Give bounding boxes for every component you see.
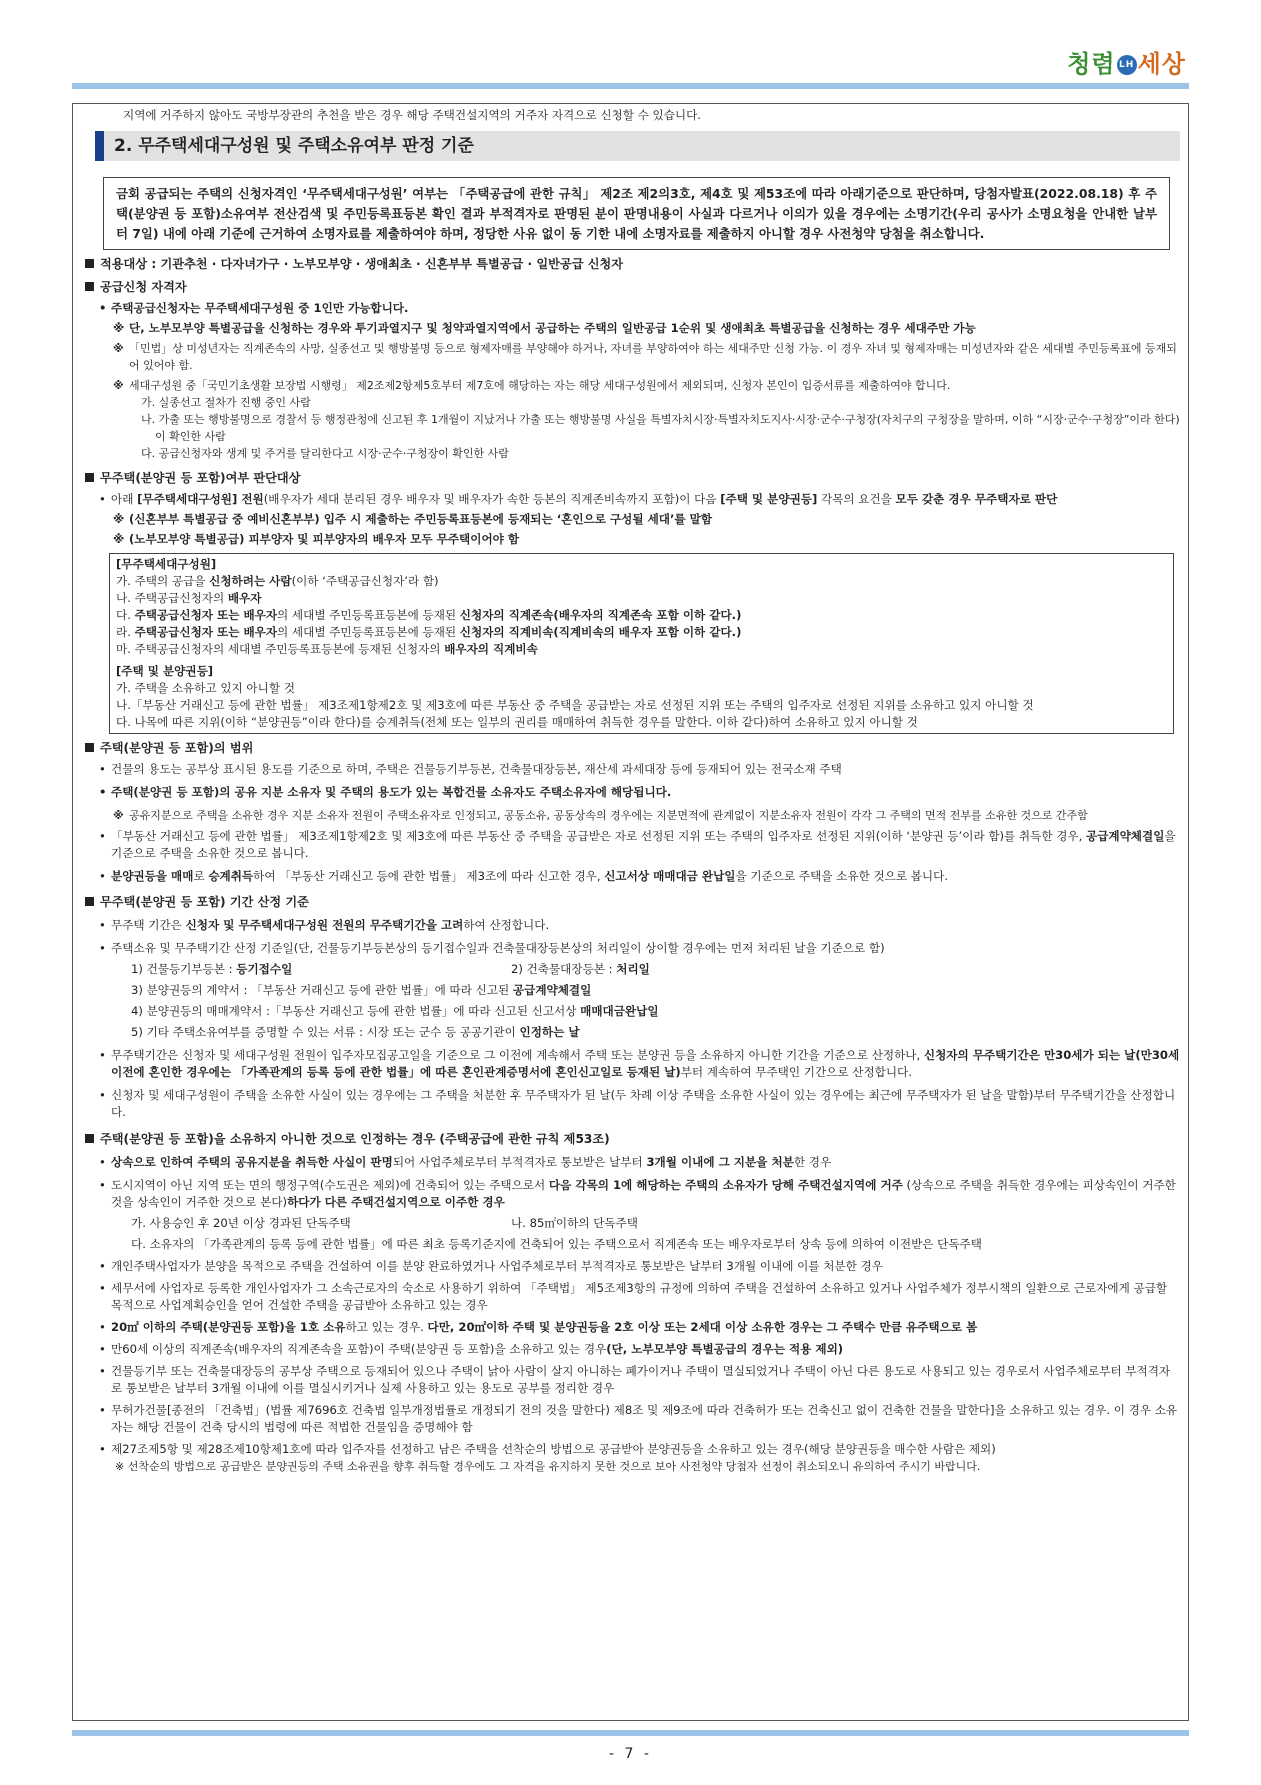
list-item: • 무주택기간은 신청자 및 세대구성원 전원이 입주자모집공고일을 기준으로 그 이전에 계속해서 주택 또는 분양권 등을 소유하지 아니한 기간을 기준으로 산정하나, 신청자의 무주택기간은 만30세가 되는 날(만30세 이전에 혼인한 경우에는 「가족관계의 등록 등에 관한 법률」에 따른 혼인관계증명서에 혼인신고일로 등재된 날)부터 계속하여 무주택인 기간으로 산정합니다. [99,1047,1180,1081]
list-item: • 신청자 및 세대구성원이 주택을 소유한 사실이 있는 경우에는 그 주택을 처분한 후 무주택자가 된 날(두 차례 이상 주택을 소유한 사실이 있는 경우에는 최근에 무주택자가 된 날을 말함)부터 무주택기간을 산정합니다. [99,1087,1180,1121]
sub-item: 다. 소유자의 「가족관계의 등록 등에 관한 법률」에 따른 최초 등록기준지에 건축되어 있는 주택으로서 직계존속 또는 배우자로부터 상속 등에 의하여 이전받은 단독주택 [131,1237,982,1251]
section-title: 2. 무주택세대구성원 및 주택소유여부 판정 기준 [95,131,1180,161]
top-divider [72,83,1189,89]
box-row: 가. 주택을 소유하고 있지 아니할 것 [116,681,295,695]
date-row: 1) 건물등기부등본 : 등기접수일 2) 건축물대장등본 : 처리일 [131,962,650,976]
housing-scope-header: 주택(분양권 등 포함)의 범위 [83,740,1180,757]
list-item: • 만60세 이상의 직계존속(배우자의 직계존속을 포함)이 주택(분양권 등 포함)을 소유하고 있는 경우(단, 노부모부양 특별공급의 경우는 적용 제외) [99,1341,1180,1358]
notice-box: 금회 공급되는 주택의 신청자격인 ‘무주택세대구성원’ 여부는 「주택공급에 관한 규칙」 제2조 제2의3호, 제4호 및 제53조에 따라 아래기준으로 판단하며, 당첨자발표(2022.08.18) 후 주택(분양권 등 포함)소유여부 전산검색 및 주민등록표등본 확인 결과 부적격자로 판명된 분이 판명내용이 사실과 다르거나 이의가 있을 경우에는 소명기간(우리 공사가 소명요청을 안내한 날부터 7일) 내에 아래 기준에 근거하여 소명자료를 제출하여야 하며, 정당한 사유 없이 동 기한 내에 소명자료를 제출하지 아니할 경우 사전청약 당첨을 취소합니다. [103,177,1170,250]
lh-clean-world-logo: 청렴 LH 세상 [1067,50,1186,78]
period-header: 무주택(분양권 등 포함) 기간 산정 기준 [83,894,1180,911]
list-item: • 건물등기부 또는 건축물대장등의 공부상 주택으로 등재되어 있으나 주택이 낡아 사람이 살지 아니하는 폐가이거나 주택이 멸실되었거나 주택이 아닌 다른 용도로 사용되고 있는 경우로서 사업주체로부터 부적격자로 통보받은 날부터 3개월 이내에 이를 멸실시키거나 실제 사용하고 있는 용도로 공부를 정리한 경우 [99,1363,1180,1397]
list-item: • 제27조제5항 및 제28조제10항제1호에 따라 입주자를 선정하고 남은 주택을 선착순의 방법으로 공급받아 분양권등을 소유하고 있는 경우(해당 분양권등을 매수한 사람은 제외) [99,1441,1180,1458]
list-item: • 개인주택사업자가 분양을 목적으로 주택을 건설하여 이를 분양 완료하였거나 사업주체로부터 부적격자로 통보받은 날부터 3개월 이내에 이를 처분한 경우 [99,1258,1180,1275]
box-row: 마. 주택공급신청자의 세대별 주민등록표등본에 등재된 신청자의 배우자의 직계비속 [116,642,538,656]
sub-item: 가. 사용승인 후 20년 이상 경과된 단독주택 나. 85㎡이하의 단독주택 [131,1216,638,1230]
box-row: 가. 주택의 공급을 신청하려는 사람(이하 ‘주택공급신청자’라 함) [116,574,439,588]
note-item: ※ (신혼부부 특별공급 중 예비신혼부부) 입주 시 제출하는 주민등록표등본에 등재되는 ‘혼인으로 구성될 세대’를 말함 [113,511,1180,528]
note-item: ※ 세대구성원 중「국민기초생활 보장법 시행령」 제2조제2항제5호부터 제7호에 해당하는 자는 해당 세대구성원에서 제외되며, 신청자 본인이 입증서류를 제출하여야 합니다. [113,377,1180,394]
box-title: [무주택세대구성원] [116,557,217,571]
box-row: 라. 주택공급신청자 또는 배우자의 세대별 주민등록표등본에 등재된 신청자의 직계비속(직계비속의 배우자 포함 이하 같다.) [116,625,742,639]
content-frame [72,103,1189,1721]
date-row: 5) 기타 주택소유여부를 증명할 수 있는 서류 : 시장 또는 군수 등 공공기관이 인정하는 날 [131,1025,580,1039]
top-line: 지역에 거주하지 않아도 국방부장관의 추천을 받은 경우 해당 주택건설지역의 거주자 자격으로 신청할 수 있습니다. [123,108,701,122]
list-item: • 20㎡ 이하의 주택(분양권등 포함)을 1호 소유하고 있는 경우. 다만, 20㎡이하 주택 및 분양권등을 2호 이상 또는 2세대 이상 소유한 경우는 그 주택수 만큼 유주택으로 봄 [99,1319,1180,1336]
bottom-divider [72,1730,1189,1736]
sub-item: 다. 공급신청자와 생계 및 주거를 달리한다고 시장·군수·구청장이 확인한 사람 [141,447,509,460]
apply-target-header: 적용대상 : 기관추천 · 다자녀가구 · 노부모부양 · 생애최초 · 신혼부부 특별공급 · 일반공급 신청자 [83,256,1180,273]
list-item: • 주택공급신청자는 무주택세대구성원 중 1인만 가능합니다. [99,300,1180,317]
list-item: • 무허가건물[종전의 「건축법」(법률 제7696호 건축법 일부개정법률로 개정되기 전의 것을 말한다) 제8조 및 제9조에 따라 건축허가 또는 건축신고 없이 건축한 건물을 말한다]을 소유하고 있는 경우. 이 경우 소유자는 해당 건물이 건축 당시의 법령에 따른 적법한 건물임을 증명해야 함 [99,1402,1180,1436]
exception-header: 주택(분양권 등 포함)을 소유하지 아니한 것으로 인정하는 경우 (주택공급에 관한 규칙 제53조) [83,1131,1180,1148]
qualification-header: 공급신청 자격자 [83,279,1180,296]
list-item: • 무주택 기간은 신청자 및 무주택세대구성원 전원의 무주택기간을 고려하여 산정합니다. [99,917,1180,934]
box-title: [주택 및 분양권등] [116,664,214,678]
note-item: ※ 선착순의 방법으로 공급받은 분양권등의 주택 소유권을 향후 취득할 경우에도 그 자격을 유지하지 못한 것으로 보아 사전청약 당첨자 선정이 취소되오니 유의하여 주시기 바랍니다. [115,1460,981,1473]
box-row: 다. 나목에 따른 지위(이하 “분양권등”이라 한다)를 승계취득(전체 또는 일부의 권리를 매매하여 취득한 경우를 말한다. 이하 같다)하여 소유하고 있지 아니할 것 [116,715,918,729]
criteria-box [109,553,1174,734]
note-item: ※ 「민법」상 미성년자는 직계존속의 사망, 실종선고 및 행방불명 등으로 형제자매를 부양해야 하거나, 자녀를 부양하여야 하는 세대주만 신청 가능. 이 경우 자녀 및 형제자매는 미성년자와 같은 세대별 주민등록표에 등재되어 있어야 함. [113,340,1180,374]
list-item: • 세무서에 사업자로 등록한 개인사업자가 그 소속근로자의 숙소로 사용하기 위하여 「주택법」 제5조제3항의 규정에 의하여 주택을 건설하여 소유하고 있거나 사업주체가 정부시책의 일환으로 근로자에게 공급할 목적으로 사업계획승인을 얻어 건설한 주택을 공급받아 소유하고 있는 경우 [99,1280,1180,1314]
list-item: • 「부동산 거래신고 등에 관한 법률」 제3조제1항제2호 및 제3호에 따른 부동산 중 주택을 공급받은 자로 선정된 지위 또는 주택의 입주자로 선정된 지위(이하 ‘분양권 등’이라 함)를 취득한 경우, 공급계약체결일을 기준으로 주택을 소유한 것으로 봅니다. [99,828,1180,862]
box-row: 다. 주택공급신청자 또는 배우자의 세대별 주민등록표등본에 등재된 신청자의 직계존속(배우자의 직계존속 포함 이하 같다.) [116,608,742,622]
note-item: ※ 공유지분으로 주택을 소유한 경우 지분 소유자 전원이 주택소유자로 인정되고, 공동소유, 공동상속의 경우에는 지분면적에 관계없이 지분소유자 전원이 각각 그 주택의 면적 전부를 소유한 것으로 간주함 [113,807,1180,824]
list-item: • 건물의 용도는 공부상 표시된 용도를 기준으로 하며, 주택은 건물등기부등본, 건축물대장등본, 재산세 과세대장 등에 등재되어 있는 전국소재 주택 [99,761,1180,778]
box-row: 나.「부동산 거래신고 등에 관한 법률」 제3조제1항제2호 및 제3호에 따른 부동산 중 주택을 공급받는 자로 선정된 지위 또는 주택의 입주자로 선정된 지위를 소유하고 있지 아니할 것 [116,698,1034,712]
list-item: • 주택(분양권 등 포함)의 공유 지분 소유자 및 주택의 용도가 있는 복합건물 소유자도 주택소유자에 해당됩니다. [99,784,1180,801]
sub-item: 나. 가출 또는 행방불명으로 경찰서 등 행정관청에 신고된 후 1개월이 지났거나 가출 또는 행방불명 사실을 특별자치시장·특별자치도지사·시장·군수·구청장(자치구의 구청장을 말하며, 이하 “시장·군수·구청장”이라 한다)이 확인한 사람 [141,413,1180,443]
sub-item: 가. 실종선고 절차가 진행 중인 사람 [141,396,311,409]
note-item: ※ (노부모부양 특별공급) 피부양자 및 피부양자의 배우자 모두 무주택이어야 함 [113,531,1180,548]
note-item: ※ 단, 노부모부양 특별공급을 신청하는 경우와 투기과열지구 및 청약과열지역에서 공급하는 주택의 일반공급 1순위 및 생애최초 특별공급을 신청하는 경우 세대주만 가능 [113,320,1180,337]
list-item: • 아래 [무주택세대구성원] 전원(배우자가 세대 분리된 경우 배우자 및 배우자가 속한 등본의 직계존비속까지 포함)이 다음 [주택 및 분양권등] 각목의 요건을 모두 갖춘 경우 무주택자로 판단 [99,491,1180,508]
list-item: • 분양권등을 매매로 승계취득하여 「부동산 거래신고 등에 관한 법률」 제3조에 따라 신고한 경우, 신고서상 매매대금 완납일을 기준으로 주택을 소유한 것으로 봅니다. [99,868,1180,885]
page-number: - 7 - [609,1746,652,1762]
date-row: 4) 분양권등의 매매계약서 :「부동산 거래신고 등에 관한 법률」에 따라 신고된 신고서상 매매대금완납일 [131,1004,659,1018]
list-item: • 도시지역이 아닌 지역 또는 면의 행정구역(수도권은 제외)에 건축되어 있는 주택으로서 다음 각목의 1에 해당하는 주택의 소유자가 당해 주택건설지역에 거주 (상속으로 주택을 취득한 경우에는 피상속인이 거주한 것을 상속인이 거주한 것으로 본다)하다가 다른 주택건설지역으로 이주한 경우 [99,1177,1180,1211]
box-row: 나. 주택공급신청자의 배우자 [116,591,262,605]
list-item: • 주택소유 및 무주택기간 산정 기준일(단, 건물등기부등본상의 등기접수일과 건축물대장등본상의 처리일이 상이할 경우에는 먼저 처리된 날을 기준으로 함) [99,940,1180,957]
date-row: 3) 분양권등의 계약서 : 「부동산 거래신고 등에 관한 법률」에 따라 신고된 공급계약체결일 [131,983,592,997]
non-owner-header: 무주택(분양권 등 포함)여부 판단대상 [83,470,1180,487]
list-item: • 상속으로 인하여 주택의 공유지분을 취득한 사실이 판명되어 사업주체로부터 부적격자로 통보받은 날부터 3개월 이내에 그 지분을 처분한 경우 [99,1154,1180,1171]
lh-logo-icon: LH [1117,55,1137,75]
